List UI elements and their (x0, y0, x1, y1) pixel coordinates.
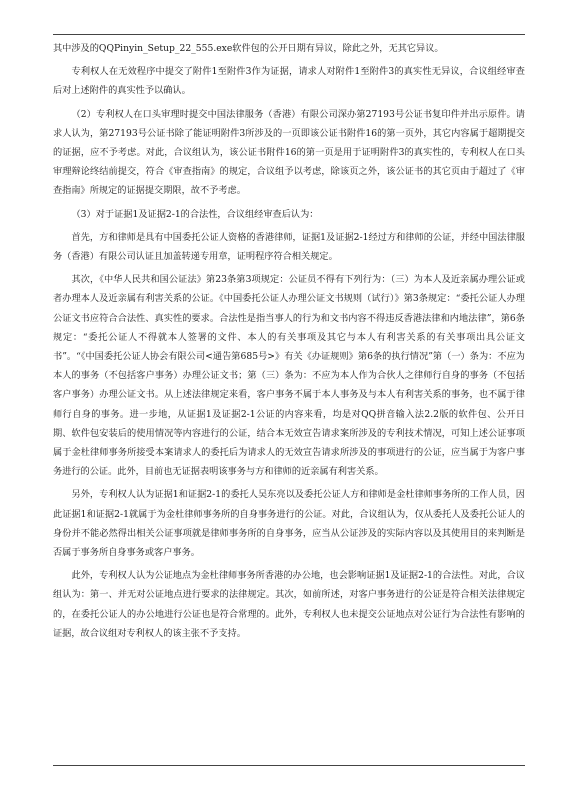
paragraph-patentee-evidence: 专利权人在无效程序中提交了附件1至附件3作为证据，请求人对附件1至附件3的真实性无异议，合议组经审查后对上述附件的真实性予以确认。 (53, 66, 525, 97)
paragraph-legality-intro: （3）对于证据1及证据2-1的合法性，合议组经审查后认为： (71, 208, 319, 220)
document-body (53, 39, 525, 647)
paragraph-notarial-certificate: （2）专利权人在口头审理时提交中国法律服务（香港）有限公司深办第27193号公证书复印件并出示原件。请求人认为，第27193号公证书除了能证明附件3所涉及的一页即该公证书附件16的第一页外，其它内容属于超期提交的证据，应不予考虑。对此，合议组认为，该公证书附件16的第一页是用于证明附件3的真实性的，专利权人在口头审理辩论终结前提交，符合《审查指南》的规定，合议组予以考虑，除该页之外，该公证书的其它页由于超过了《审查指南》所规定的证据提交期限，故不予考虑。 (53, 108, 525, 197)
paragraph-additional-point: 另外，专利权人认为证据1和证据2-1的委托人吴东亮以及委托公证人方和律师是金杜律师事务所的工作人员，因此证据1和证据2-1就属于为金杜律师事务所的自身事务进行的公证。对此，合议组认为，仅从委托人及委托公证人的身份并不能必然得出相关公证事项就是律师事务所的自身事务，应当从公证涉及的实际内容以及其使用目的来判断是否属于事务所自身事务或客户事务。 (53, 489, 525, 559)
paragraph-first-point: 首先，方和律师是具有中国委托公证人资格的香港律师，证据1及证据2-1经过方和律师的公证，并经中国法律服务（香港）有限公司认证且加盖转递专用章，证明程序符合相关规定。 (53, 231, 525, 263)
paragraph-continuation: 其中涉及的QQPinyin_Setup_22_555.exe软件包的公开日期有异议，除此之外，无其它异议。 (53, 43, 444, 54)
header-rule (53, 34, 525, 35)
footer-rule (53, 765, 525, 766)
paragraph-location-point: 此外，专利权人认为公证地点为金杜律师事务所香港的办公地，也会影响证据1及证据2-1的合法性。对此，合议组认为：第一、并无对公证地点进行要求的法律规定。其次，如前所述，对客户事务进行的公证是符合相关法律规定的，在委托公证人的办公地进行公证也是符合常理的。此外，专利权人也未提交公证地点对公证行为合法性有影响的证据，故合议组对专利权人的该主张不予支持。 (53, 570, 525, 639)
paragraph-second-point: 其次，《中华人民共和国公证法》第23条第3项规定：公证员不得有下列行为：（三）为本人及近亲属办理公证或者办理本人及近亲属有利害关系的公证。《中国委托公证人办理公证文书规则（试行）》第3条规定：“委托公证人办理公证文书应符合合法性、真实性的要求。合法性是指当事人的行为和文书内容不得违反香港法律和内地法律”，第6条规定：“委托公证人不得就本人签署的文件、本人的有关事项及其它与本人有利害关系的有关事项出具公证文书”。“《中国委托公证人协会有限公司<通告第685号>》有关《办证规则》第6条的执行情况”第（一）条为：不应为本人的事务（不包括客户事务）办理公证文书；第（三）条为：不应为本人作为合伙人之律师行自身的事务（不包括客户事务）办理公证文书。从上述法律规定来看，客户事务不属于本人事务及与本人有利害关系的事务，也不属于律师行自身的事务。进一步地，从证据1及证据2-1公证的内容来看，均是对QQ拼音输入法2.2版的软件包、公开日期、软件包安装后的使用情况等内容进行的公证，结合本无效宣告请求案所涉及的专利技术情况，可知上述公证事项属于金杜律师事务所接受本案请求人的委托后为请求人的无效宣告请求所涉及的事项进行的公证，应当属于为客户事务进行的公证。此外，目前也无证据表明该事务与方和律师的近亲属有利害关系。 (53, 274, 525, 478)
